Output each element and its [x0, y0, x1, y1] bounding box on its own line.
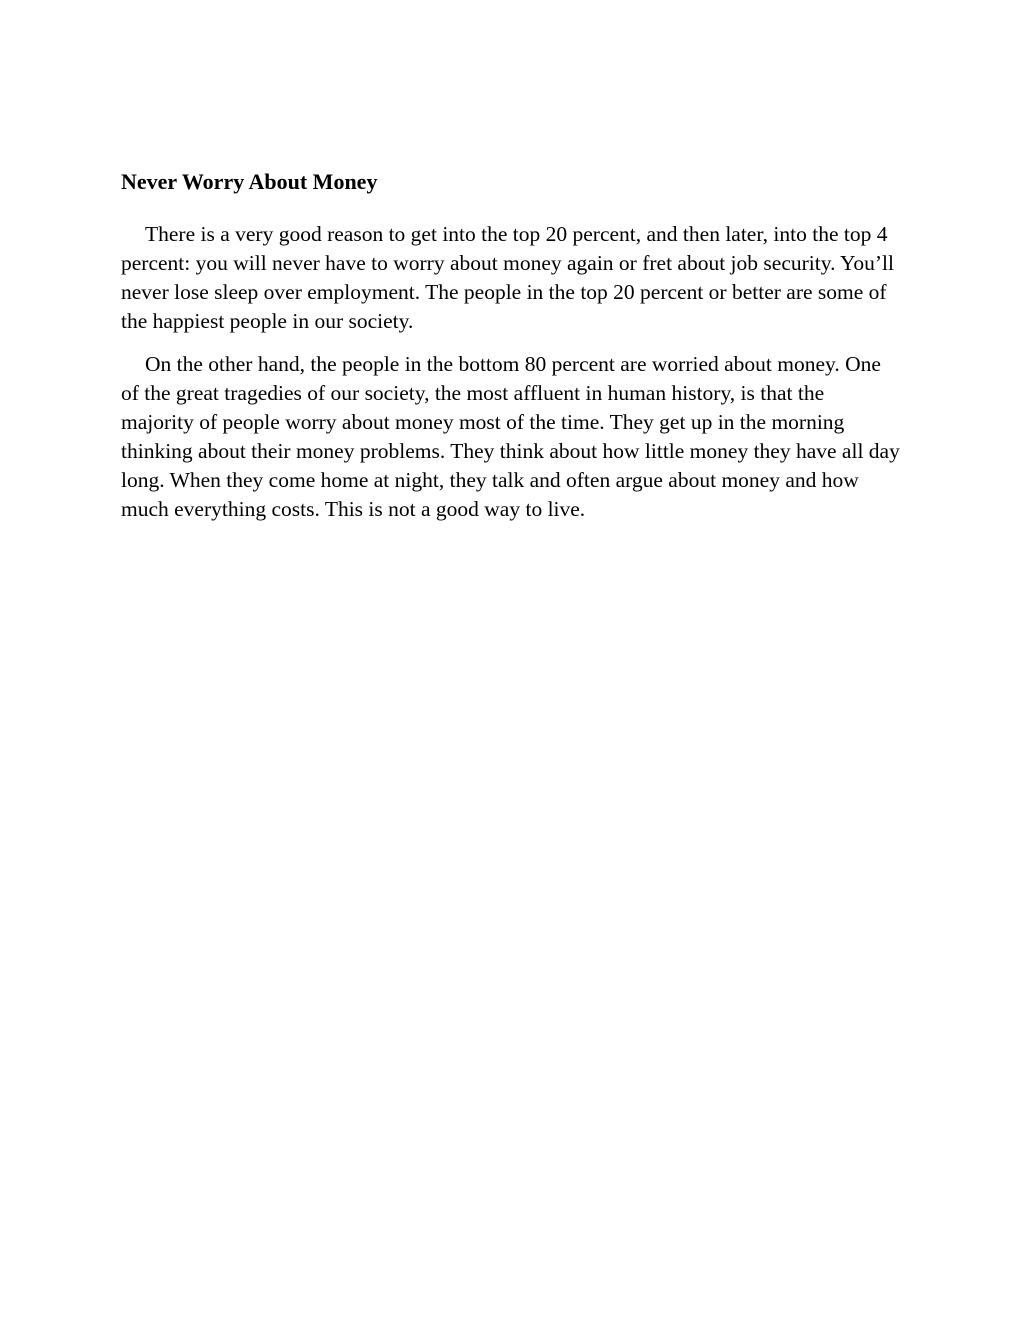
document-body [121, 166, 901, 538]
paragraph: On the other hand, the people in the bottom 80 percent are worried about money. One of the great tragedies of our society, the most affluent in human history, is that the majority of people worry about money most of the time. They get up in the morning thinking about their money problems. They think about how little money they have all day long. When they come home at night, they talk and often argue about money and how much everything costs. This is not a good way to live. [121, 352, 900, 521]
section-heading: Never Worry About Money [121, 169, 378, 194]
paragraph: There is a very good reason to get into the top 20 percent, and then later, into the top 4 percent: you will never have to worry about money again or fret about job security. You’ll never lose sleep over employment. The people in the top 20 percent or better are some of the happiest people in our society. [121, 222, 895, 333]
